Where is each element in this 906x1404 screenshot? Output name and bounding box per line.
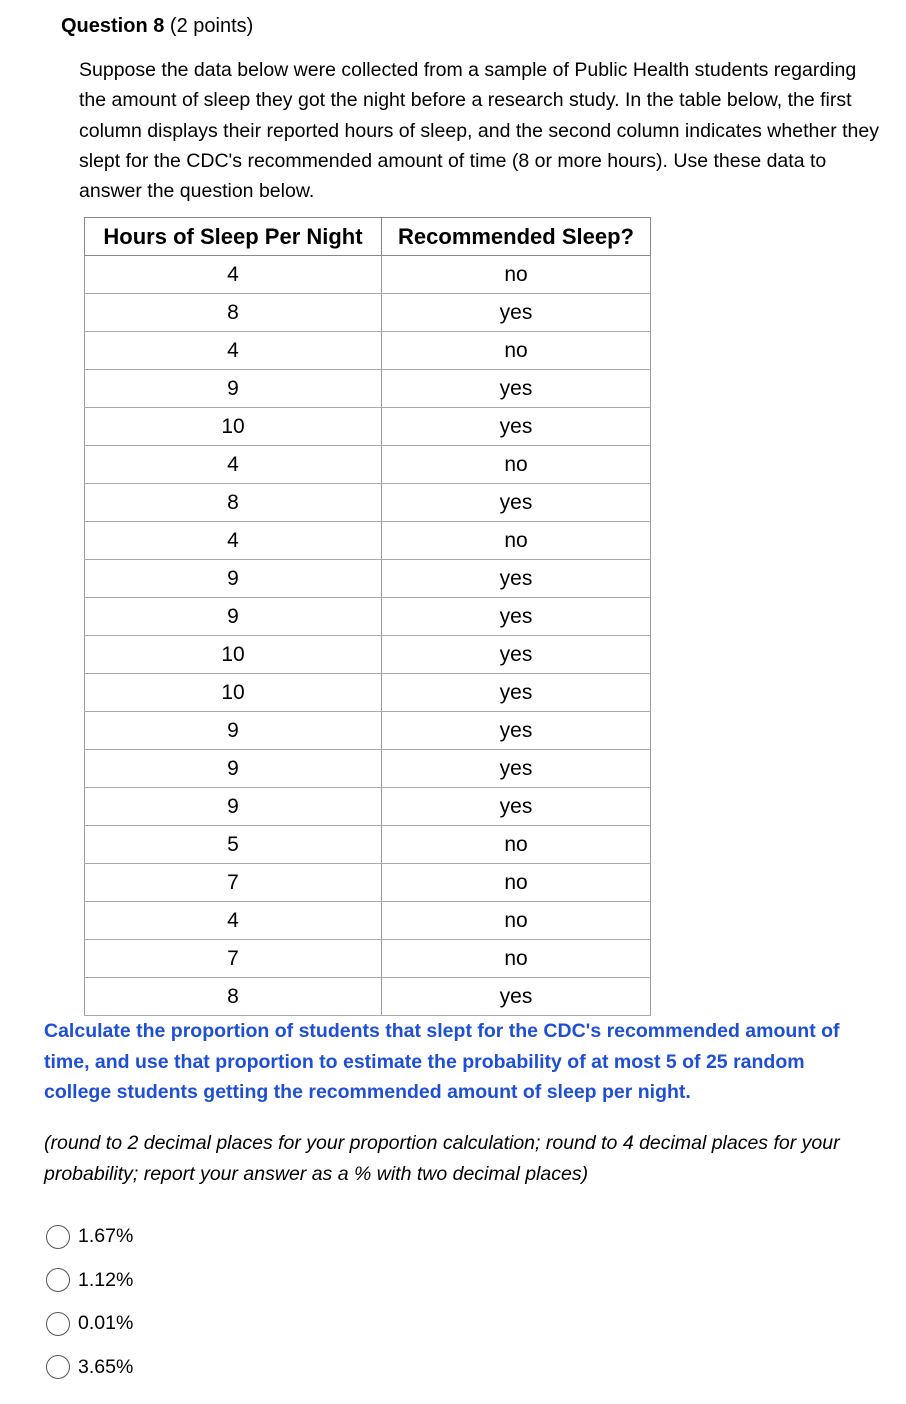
hours-cell: 9 [85, 598, 382, 636]
hours-cell: 8 [85, 484, 382, 522]
question-prompt: Calculate the proportion of students that slept for the CDC's recommended amount of time, and use that proportion to estimate the probability of at most 5 of 25 random college students getting the recommended amount of sleep per night. [44, 1020, 840, 1103]
table-row [85, 598, 651, 636]
table-row [85, 332, 651, 370]
hours-cell: 4 [85, 902, 382, 940]
hours-cell: 9 [85, 560, 382, 598]
table-row [85, 408, 651, 446]
table-row [85, 750, 651, 788]
rounding-instructions: (round to 2 decimal places for your proportion calculation; round to 4 decimal places for your probability; report your answer as a % with two decimal places) [44, 1132, 840, 1185]
hours-cell: 9 [85, 370, 382, 408]
hours-cell: 9 [85, 712, 382, 750]
column-header-hours: Hours of Sleep Per Night [85, 218, 382, 256]
hours-cell: 10 [85, 674, 382, 712]
hours-cell: 10 [85, 636, 382, 674]
hours-cell: 7 [85, 864, 382, 902]
table-row [85, 674, 651, 712]
recommended-cell: no [382, 940, 651, 978]
table-row [85, 636, 651, 674]
answer-option[interactable] [46, 1346, 133, 1390]
answer-option-label: 1.12% [78, 1268, 134, 1291]
recommended-cell: no [382, 902, 651, 940]
table-row [85, 902, 651, 940]
recommended-cell: no [382, 522, 651, 560]
hours-cell: 8 [85, 294, 382, 332]
table-row [85, 446, 651, 484]
hours-cell: 8 [85, 978, 382, 1016]
radio-button[interactable] [46, 1268, 70, 1292]
table-row [85, 826, 651, 864]
hours-cell: 4 [85, 446, 382, 484]
question-header [61, 12, 253, 40]
recommended-cell: yes [382, 370, 651, 408]
hours-cell: 9 [85, 750, 382, 788]
hours-cell: 4 [85, 256, 382, 294]
recommended-cell: no [382, 256, 651, 294]
question-intro: Suppose the data below were collected from a sample of Public Health students regarding the amount of sleep they got the night before a research study. In the table below, the first column displays their reported hours of sleep, and the second column indicates whether they slept for the CDC's recommended amount of time (8 or more hours). Use these data to answer the question below. [79, 59, 879, 203]
hours-cell: 9 [85, 788, 382, 826]
hours-cell: 5 [85, 826, 382, 864]
answer-options [46, 1215, 133, 1389]
table-row [85, 560, 651, 598]
hours-cell: 4 [85, 522, 382, 560]
question-points: (2 points) [169, 15, 254, 37]
table-row [85, 788, 651, 826]
table-row [85, 522, 651, 560]
table-row [85, 294, 651, 332]
radio-button[interactable] [46, 1225, 70, 1249]
answer-option-label: 3.65% [78, 1355, 134, 1378]
recommended-cell: yes [382, 294, 651, 332]
answer-option-label: 1.67% [78, 1225, 134, 1248]
table-row [85, 940, 651, 978]
table-row [85, 256, 651, 294]
answer-option-label: 0.01% [78, 1312, 134, 1335]
table-row [85, 978, 651, 1016]
hours-cell: 10 [85, 408, 382, 446]
answer-option[interactable] [46, 1259, 133, 1303]
table-row [85, 712, 651, 750]
table-header-row [85, 218, 651, 256]
table-row [85, 864, 651, 902]
recommended-cell: yes [382, 978, 651, 1016]
answer-option[interactable] [46, 1215, 133, 1259]
hours-cell: 4 [85, 332, 382, 370]
recommended-cell: no [382, 826, 651, 864]
radio-button[interactable] [46, 1355, 70, 1379]
recommended-cell: yes [382, 636, 651, 674]
recommended-cell: no [382, 864, 651, 902]
recommended-cell: yes [382, 712, 651, 750]
answer-option[interactable] [46, 1302, 133, 1346]
recommended-cell: no [382, 332, 651, 370]
recommended-cell: yes [382, 788, 651, 826]
recommended-cell: yes [382, 408, 651, 446]
recommended-cell: yes [382, 750, 651, 788]
radio-button[interactable] [46, 1312, 70, 1336]
recommended-cell: yes [382, 598, 651, 636]
recommended-cell: yes [382, 560, 651, 598]
recommended-cell: no [382, 446, 651, 484]
table-row [85, 370, 651, 408]
recommended-cell: yes [382, 484, 651, 522]
recommended-cell: yes [382, 674, 651, 712]
question-title: Question 8 [61, 15, 165, 37]
sleep-data-table [84, 217, 651, 1016]
table-row [85, 484, 651, 522]
hours-cell: 7 [85, 940, 382, 978]
column-header-recommended: Recommended Sleep? [382, 218, 651, 256]
